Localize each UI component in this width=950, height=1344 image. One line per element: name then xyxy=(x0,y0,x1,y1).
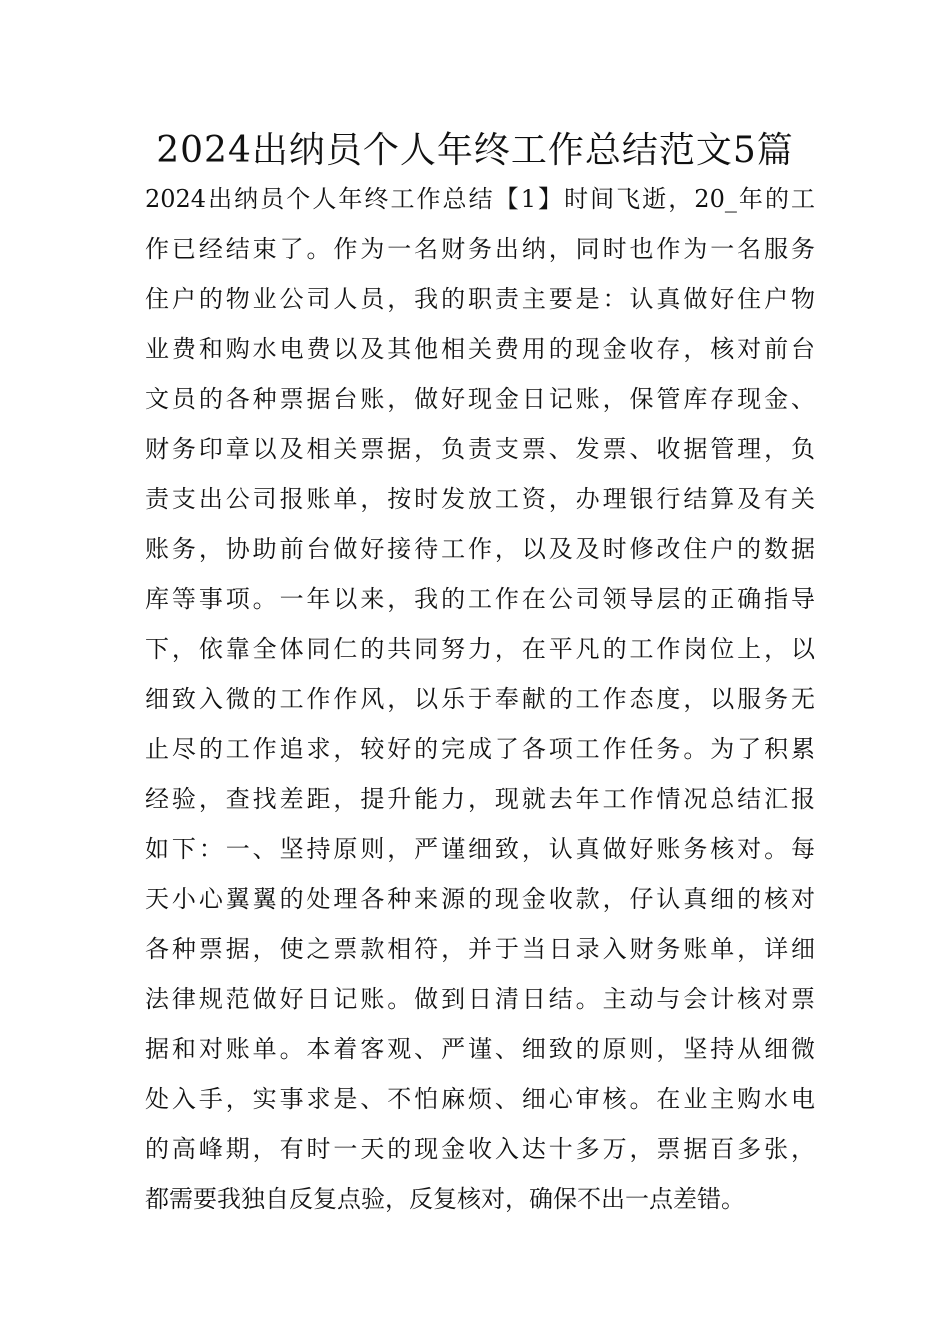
body-line: 库等事项。一年以来，我的工作在公司领导层的正确指导 xyxy=(145,585,815,613)
body-line: 业费和购水电费以及其他相关费用的现金收存，核对前台 xyxy=(145,335,815,363)
body-line: 天小心翼翼的处理各种来源的现金收款，仔认真细的核对 xyxy=(145,885,815,913)
body-line: 责支出公司报账单，按时发放工资，办理银行结算及有关 xyxy=(145,485,815,513)
body-line: 如下：一、坚持原则，严谨细致，认真做好账务核对。每 xyxy=(145,835,815,863)
body-line: 下，依靠全体同仁的共同努力，在平凡的工作岗位上，以 xyxy=(145,635,815,663)
body-line: 账务，协助前台做好接待工作，以及及时修改住户的数据 xyxy=(145,535,815,563)
body-line: 止尽的工作追求，较好的完成了各项工作任务。为了积累 xyxy=(145,735,815,763)
body-line: 经验，查找差距，提升能力，现就去年工作情况总结汇报 xyxy=(145,785,815,813)
body-line: 据和对账单。本着客观、严谨、细致的原则，坚持从细微 xyxy=(145,1035,815,1063)
body-line: 2024出纳员个人年终工作总结【1】时间飞逝，20_年的工 xyxy=(145,185,815,213)
body-line: 都需要我独自反复点验，反复核对，确保不出一点差错。 xyxy=(145,1185,745,1213)
document-body xyxy=(145,174,815,1224)
body-line: 作已经结束了。作为一名财务出纳，同时也作为一名服务 xyxy=(145,235,815,263)
body-line: 文员的各种票据台账，做好现金日记账，保管库存现金、 xyxy=(145,385,815,413)
body-line: 财务印章以及相关票据，负责支票、发票、收据管理，负 xyxy=(145,435,815,463)
body-line: 细致入微的工作作风，以乐于奉献的工作态度，以服务无 xyxy=(145,685,815,713)
body-line: 的高峰期，有时一天的现金收入达十多万，票据百多张， xyxy=(145,1135,815,1163)
body-line: 处入手，实事求是、不怕麻烦、细心审核。在业主购水电 xyxy=(145,1085,815,1113)
document-title: 2024出纳员个人年终工作总结范文5篇 xyxy=(156,130,794,171)
body-line: 各种票据，使之票款相符，并于当日录入财务账单，详细 xyxy=(145,935,815,963)
body-line: 住户的物业公司人员，我的职责主要是：认真做好住户物 xyxy=(145,285,815,313)
body-line: 法律规范做好日记账。做到日清日结。主动与会计核对票 xyxy=(145,985,815,1013)
